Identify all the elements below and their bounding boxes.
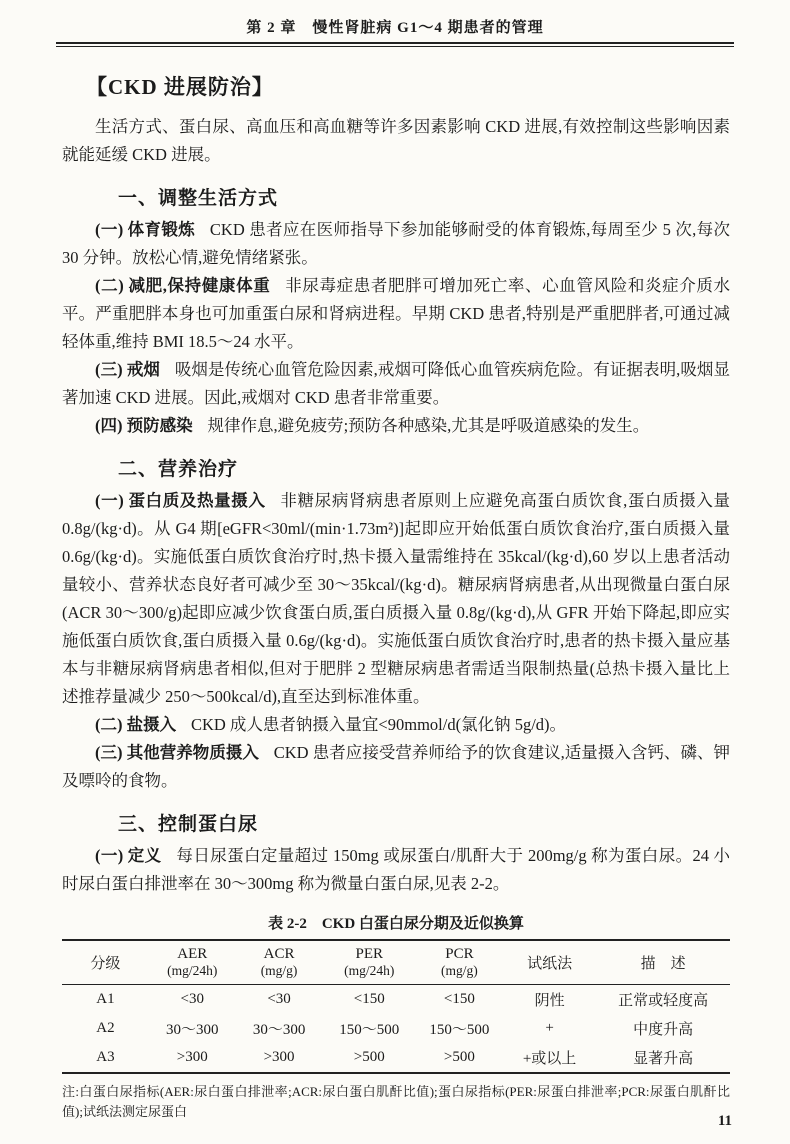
table-cell: +或以上 bbox=[522, 1051, 577, 1067]
table-cell: 30～300 bbox=[165, 1022, 219, 1038]
column-header: PCR (mg/g) bbox=[441, 946, 478, 978]
paragraph-label: (一) 蛋白质及热量摄入 bbox=[95, 491, 266, 510]
paragraph-label: (一) 体育锻炼 bbox=[95, 220, 196, 239]
table-cell: 150～500 bbox=[429, 1022, 490, 1038]
paragraph-label: (二) 盐摄入 bbox=[95, 715, 177, 734]
table-cell: <30 bbox=[267, 991, 291, 1007]
table-cell: 显著升高 bbox=[633, 1051, 694, 1067]
paragraph bbox=[62, 412, 730, 440]
paragraph bbox=[62, 356, 730, 412]
paragraph-text: CKD 患者应在医师指导下参加能够耐受的体育锻炼,每周至少 5 次,每次 30 分钟。放松心情,避免情绪紧张。 bbox=[62, 220, 730, 267]
table-cell: <150 bbox=[443, 991, 475, 1007]
paragraph-text: CKD 成人患者钠摄入量宜<90mmol/d(氯化钠 5g/d)。 bbox=[190, 715, 567, 734]
table-cell: <150 bbox=[353, 991, 385, 1007]
paragraph bbox=[62, 487, 730, 711]
table-cell: A2 bbox=[96, 1020, 115, 1036]
table-cell: >300 bbox=[263, 1049, 295, 1065]
table-cell: A3 bbox=[96, 1049, 115, 1065]
table-cell: 阴性 bbox=[534, 993, 565, 1009]
paragraph-label: (一) 定义 bbox=[95, 846, 162, 865]
table-cell: <30 bbox=[180, 991, 204, 1007]
paragraph-text: CKD 患者应接受营养师给予的饮食建议,适量摄入含钙、磷、钾及嘌呤的食物。 bbox=[62, 743, 730, 790]
table-cell: 正常或轻度高 bbox=[618, 993, 709, 1009]
column-header: PER (mg/24h) bbox=[344, 946, 395, 978]
table-cell: A1 bbox=[96, 991, 115, 1007]
table-cell: 30～300 bbox=[252, 1022, 306, 1038]
paragraph-text: 非糖尿病肾病患者原则上应避免高蛋白质饮食,蛋白质摄入量 0.8g/(kg·d)。从 G4 期[eGFR<30ml/(min·1.73m²)]起即应开始低蛋白质饮食治疗,蛋白质摄入量 0.6g/(kg·d)。实施低蛋白质饮食治疗时,热卡摄入量需维持在 35kcal/(kg·d),60 岁以上患者活动量较小、营养状态良好者可减少至 30～35kcal/(kg·d)。糖尿病肾病患者,从出现微量白蛋白尿(ACR 30～300/g)起即应减少饮食蛋白质,蛋白质摄入量 0.8g/(kg·d),从 GFR 开始下降起,即应实施低蛋白质饮食,蛋白质摄入量 0.6g/(kg·d)。实施低蛋白质饮食治疗时,患者的热卡摄入量应基本与非糖尿病肾病患者相似,但对于肥胖 2 型糖尿病患者需适当限制热量(总热卡摄入量比上述推荐量减少 250～500kcal/d),直至达到标准体重。 bbox=[62, 491, 730, 706]
paragraph bbox=[62, 842, 730, 898]
running-head: 第 2 章 慢性肾脏病 G1～4 期患者的管理 bbox=[246, 20, 544, 36]
page-content bbox=[0, 71, 790, 1122]
table-cell: >500 bbox=[353, 1049, 385, 1065]
page-title: 【CKD 进展防治】 bbox=[86, 75, 274, 99]
column-header: 分级 bbox=[90, 956, 121, 972]
table-caption: 表 2-2 CKD 白蛋白尿分期及近似换算 bbox=[268, 916, 524, 932]
table-row bbox=[62, 985, 730, 1015]
column-header: ACR (mg/g) bbox=[260, 946, 298, 978]
table-cell: 中度升高 bbox=[633, 1022, 694, 1038]
paragraph bbox=[62, 272, 730, 356]
paragraph-label: (四) 预防感染 bbox=[95, 416, 193, 435]
table-cell: >500 bbox=[443, 1049, 475, 1065]
column-header: 试纸法 bbox=[527, 956, 573, 972]
paragraph-label: (三) 戒烟 bbox=[95, 360, 160, 379]
paragraph bbox=[62, 711, 730, 739]
paragraph-text: 吸烟是传统心血管危险因素,戒烟可降低心血管疾病危险。有证据表明,吸烟显著加速 CKD 进展。因此,戒烟对 CKD 患者非常重要。 bbox=[62, 360, 731, 407]
table-header-row bbox=[62, 940, 730, 985]
section-heading-lifestyle: 一、调整生活方式 bbox=[118, 188, 279, 209]
paragraph-text: 规律作息,避免疲劳;预防各种感染,尤其是呼吸道感染的发生。 bbox=[207, 416, 650, 435]
section-heading-nutrition: 二、营养治疗 bbox=[118, 459, 239, 480]
table-row bbox=[62, 1014, 730, 1043]
intro-paragraph: 生活方式、蛋白尿、高血压和高血糖等许多因素影响 CKD 进展,有效控制这些影响因素就能延缓 CKD 进展。 bbox=[62, 117, 730, 164]
page-number: 11 bbox=[717, 1113, 732, 1129]
paragraph bbox=[62, 739, 730, 795]
header-rule bbox=[56, 42, 734, 47]
paragraph-label: (三) 其他营养物质摄入 bbox=[95, 743, 259, 762]
albuminuria-table bbox=[62, 939, 730, 1074]
table-footnote: 注:白蛋白尿指标(AER:尿白蛋白排泄率;ACR:尿白蛋白肌酐比值);蛋白尿指标(PER:尿蛋白排泄率;PCR:尿蛋白肌酐比值);试纸法测定尿蛋白 bbox=[62, 1084, 730, 1119]
paragraph-text: 每日尿蛋白定量超过 150mg 或尿蛋白/肌酐大于 200mg/g 称为蛋白尿。24 小时尿白蛋白排泄率在 30～300mg 称为微量白蛋白尿,见表 2-2。 bbox=[62, 846, 730, 893]
paragraph-label: (二) 减肥,保持健康体重 bbox=[95, 276, 271, 295]
column-header: 描 述 bbox=[640, 956, 686, 972]
table-cell: >300 bbox=[176, 1049, 208, 1065]
table-cell: + bbox=[545, 1020, 554, 1036]
table-row bbox=[62, 1043, 730, 1073]
table-cell: 150～500 bbox=[339, 1022, 400, 1038]
section-heading-proteinuria: 三、控制蛋白尿 bbox=[118, 814, 259, 835]
paragraph-text: 非尿毒症患者肥胖可增加死亡率、心血管风险和炎症介质水平。严重肥胖本身也可加重蛋白尿和肾病进程。早期 CKD 患者,特别是严重肥胖者,可通过减轻体重,维持 BMI 18.5～24 水平。 bbox=[62, 276, 731, 351]
paragraph bbox=[62, 216, 730, 272]
column-header: AER (mg/24h) bbox=[167, 946, 218, 978]
